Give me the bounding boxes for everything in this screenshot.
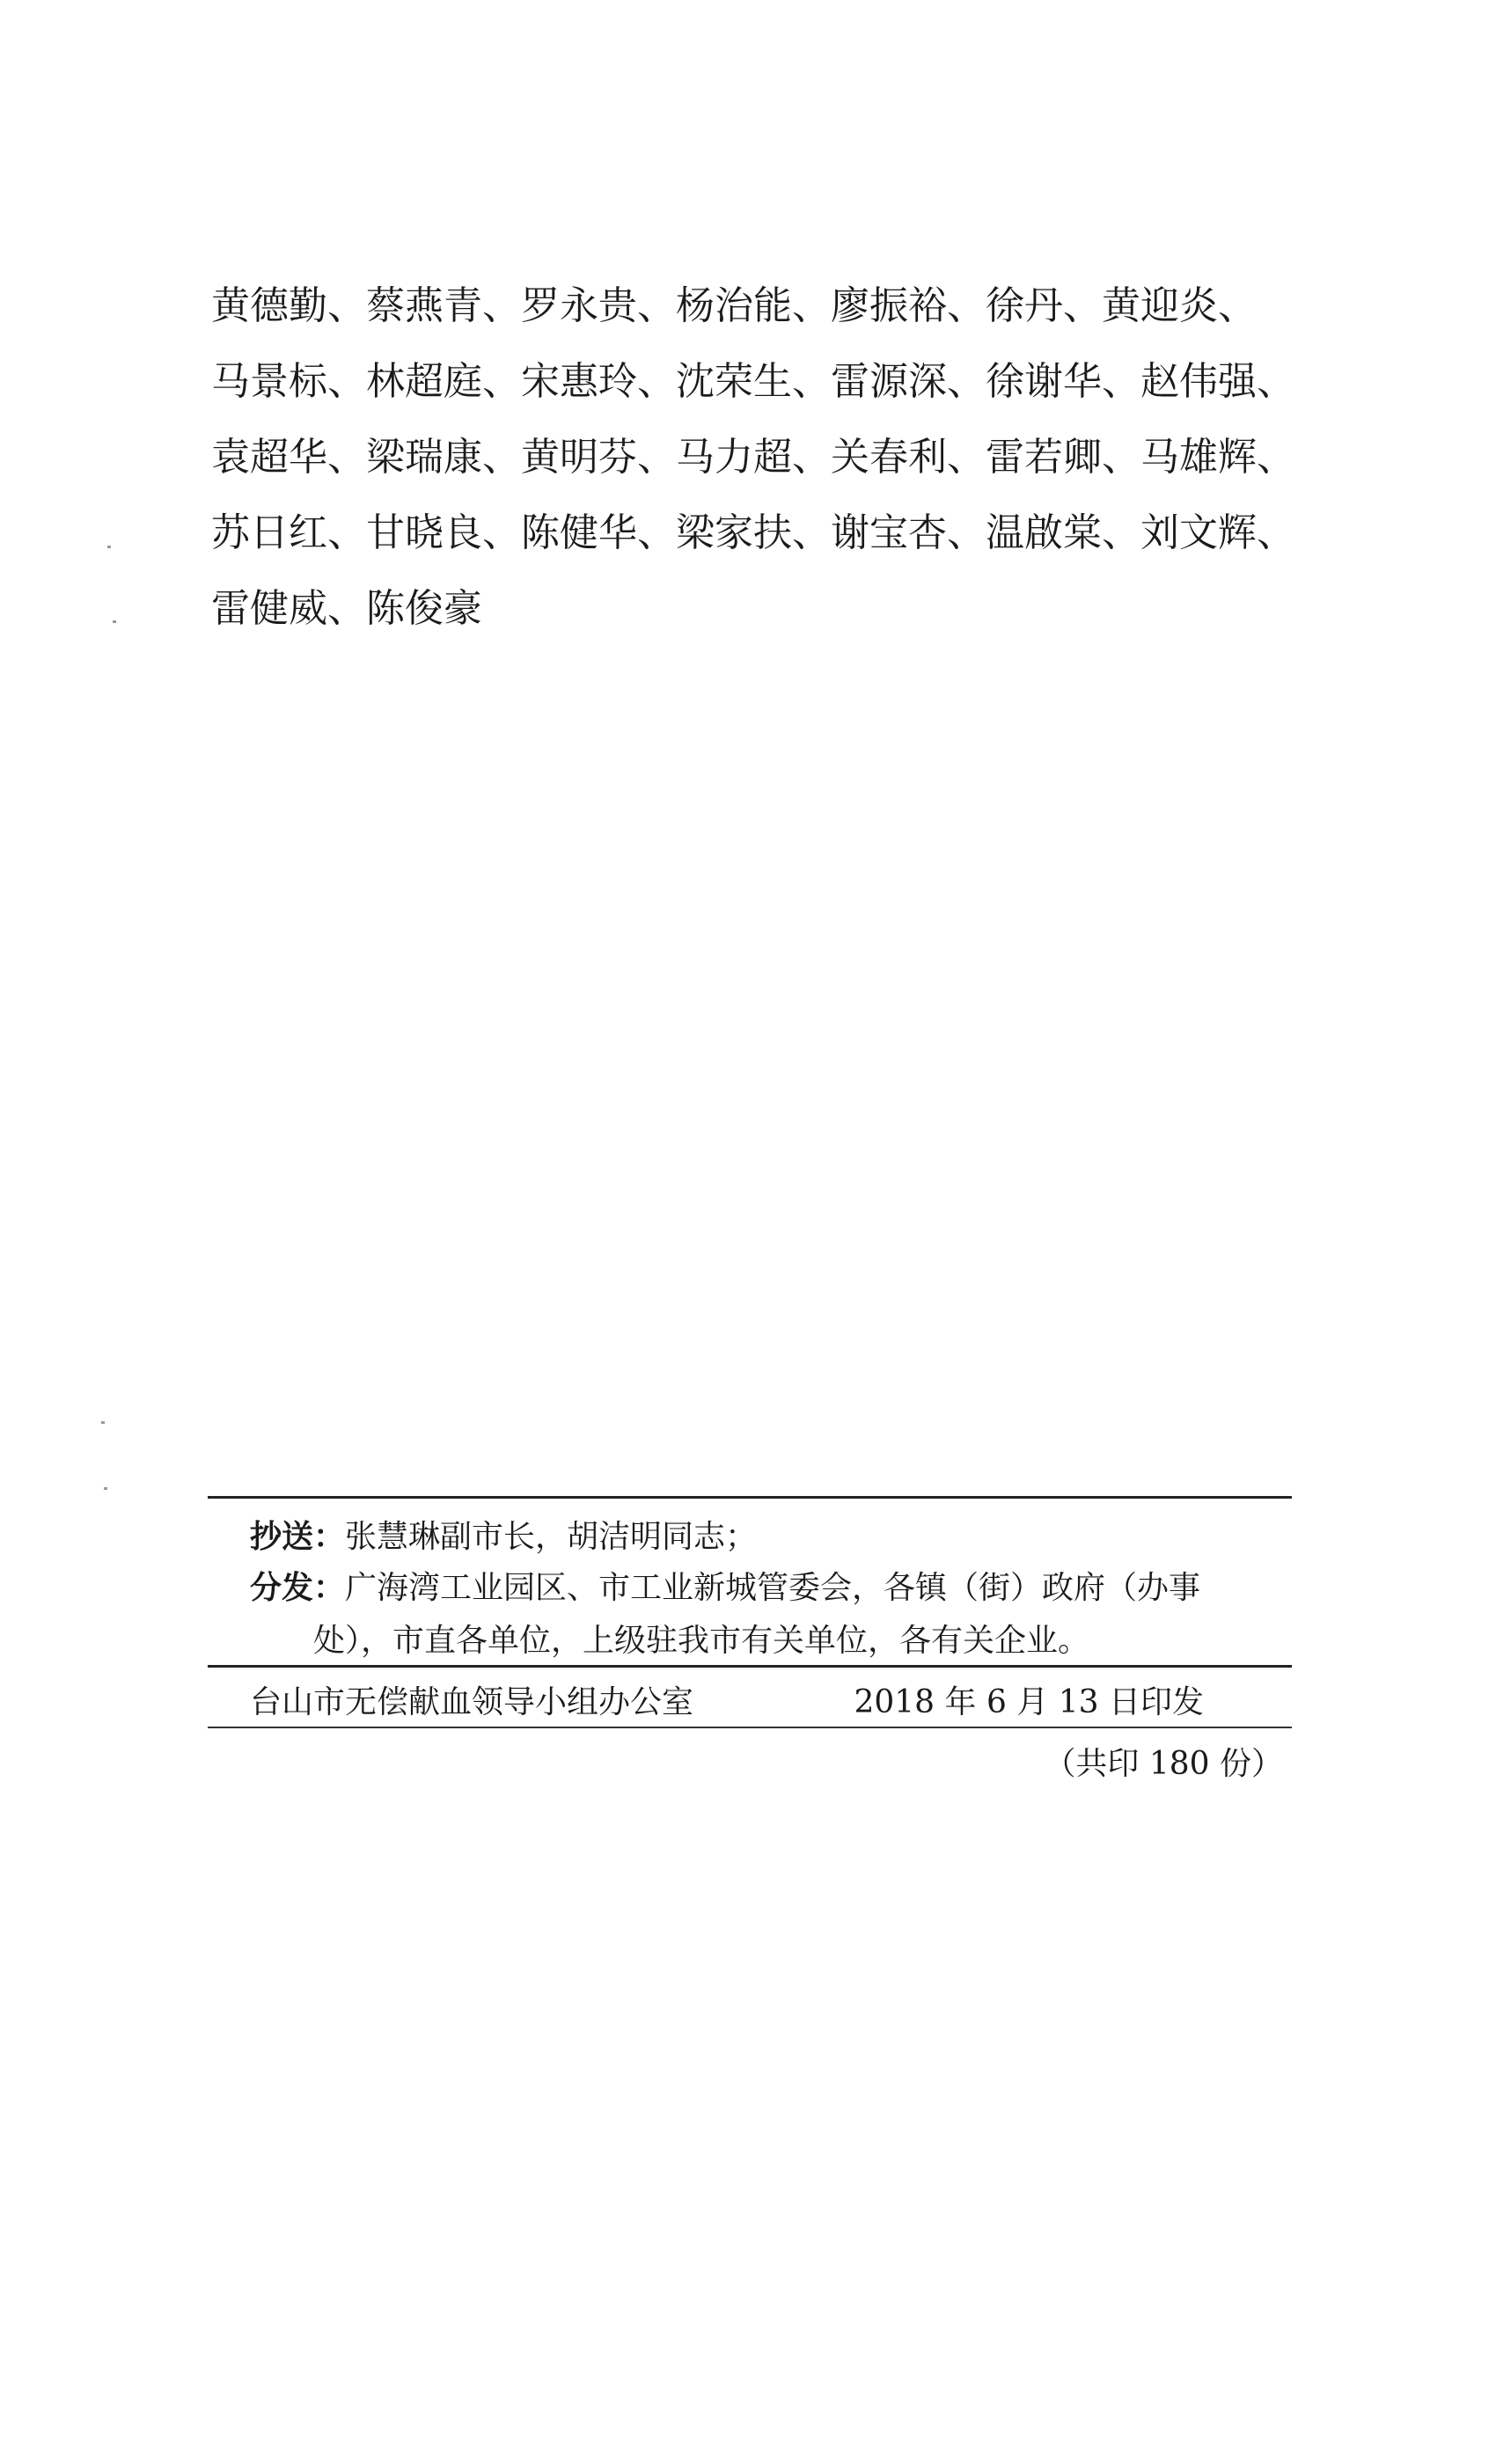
names-line: 苏日红、甘晓良、陈健华、梁家扶、谢宝杏、温啟棠、刘文辉、	[211, 510, 1295, 555]
footer-middle-rule	[208, 1665, 1292, 1668]
cc-recipients: 张慧琳副市长，胡洁明同志；	[345, 1519, 758, 1555]
scan-speck	[107, 546, 111, 548]
scan-speck	[104, 1487, 107, 1490]
footer-top-rule	[208, 1496, 1292, 1499]
cc-label: 抄送：	[250, 1518, 346, 1555]
issuer: 台山市无偿献血领导小组办公室	[250, 1684, 694, 1720]
names-line: 雷健威、陈俊豪	[211, 586, 482, 631]
print-copies: （共印 180 份）	[1044, 1746, 1283, 1782]
cc-line	[250, 1512, 757, 1557]
scan-speck	[113, 620, 116, 623]
issue-date: 2018 年 6 月 13 日印发	[854, 1684, 1204, 1720]
scan-speck	[101, 1421, 105, 1424]
names-line: 袁超华、梁瑞康、黄明芬、马力超、关春利、雷若卿、马雄辉、	[211, 435, 1295, 480]
names-list	[211, 268, 1302, 647]
names-line: 黄德勤、蔡燕青、罗永贵、杨治能、廖振裕、徐丹、黄迎炎、	[211, 283, 1257, 328]
footer-bottom-rule	[208, 1727, 1292, 1728]
distribution-recipients: 广海湾工业园区、市工业新城管委会，各镇（街）政府（办事	[345, 1570, 1201, 1606]
distribution-line	[250, 1563, 1200, 1608]
distribution-label: 分发：	[250, 1569, 346, 1606]
names-line: 马景标、林超庭、宋惠玲、沈荣生、雷源深、徐谢华、赵伟强、	[211, 359, 1295, 404]
distribution-line-continued: 处），市直各单位，上级驻我市有关单位，各有关企业。	[313, 1623, 1090, 1659]
